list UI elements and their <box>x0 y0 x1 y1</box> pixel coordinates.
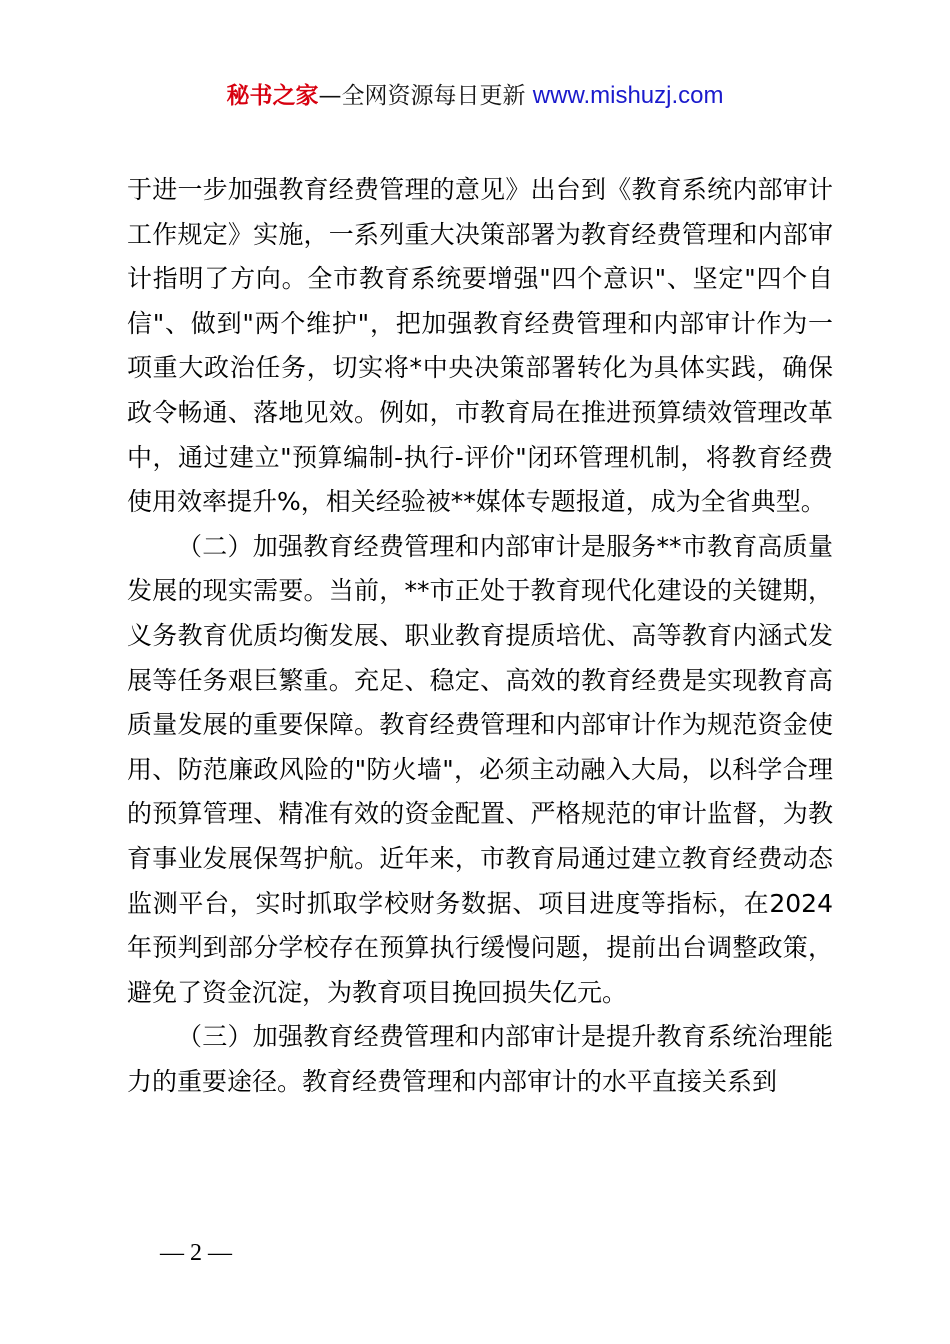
paragraph-section-three: （三）加强教育经费管理和内部审计是提升教育系统治理能力的重要途径。教育经费管理和内部审计的水平直接关系到 <box>127 1022 833 1096</box>
site-tagline: —全网资源每日更新 <box>318 83 533 109</box>
paragraph-section-two: （二）加强教育经费管理和内部审计是服务**市教育高质量发展的现实需要。当前，**市正处于教育现代化建设的关键期，义务教育优质均衡发展、职业教育提质培优、高等教育内涵式发展等任务艰巨繁重。充足、稳定、高效的教育经费是实现教育高质量发展的重要保障。教育经费管理和内部审计作为规范资金使用、防范廉政风险的"防火墙"，必须主动融入大局，以科学合理的预算管理、精准有效的资金配置、严格规范的审计监督，为教育事业发展保驾护航。近年来，市教育局通过建立教育经费动态监测平台，实时抓取学校财务数据、项目进度等指标，在2024年预判到部分学校存在预算执行缓慢问题，提前出台调整政策，避免了资金沉淀，为教育项目挽回损失亿元。 <box>127 531 833 1007</box>
page-number: — 2 — <box>160 1240 232 1266</box>
site-header <box>0 80 950 112</box>
site-brand-name: 秘书之家 <box>226 83 319 109</box>
paragraph-continued: 于进一步加强教育经费管理的意见》出台到《教育系统内部审计工作规定》实施，一系列重大决策部署为教育经费管理和内部审计指明了方向。全市教育系统要增强"四个意识"、坚定"四个自信"、做到"两个维护"，把加强教育经费管理和内部审计作为一项重大政治任务，切实将*中央决策部署转化为具体实践，确保政令畅通、落地见效。例如，市教育局在推进预算绩效管理改革中，通过建立"预算编制-执行-评价"闭环管理机制，将教育经费使用效率提升%，相关经验被**媒体专题报道，成为全省典型。 <box>127 175 833 517</box>
document-body <box>127 168 833 1104</box>
site-url-link[interactable]: www.mishuzj.com <box>532 82 724 109</box>
